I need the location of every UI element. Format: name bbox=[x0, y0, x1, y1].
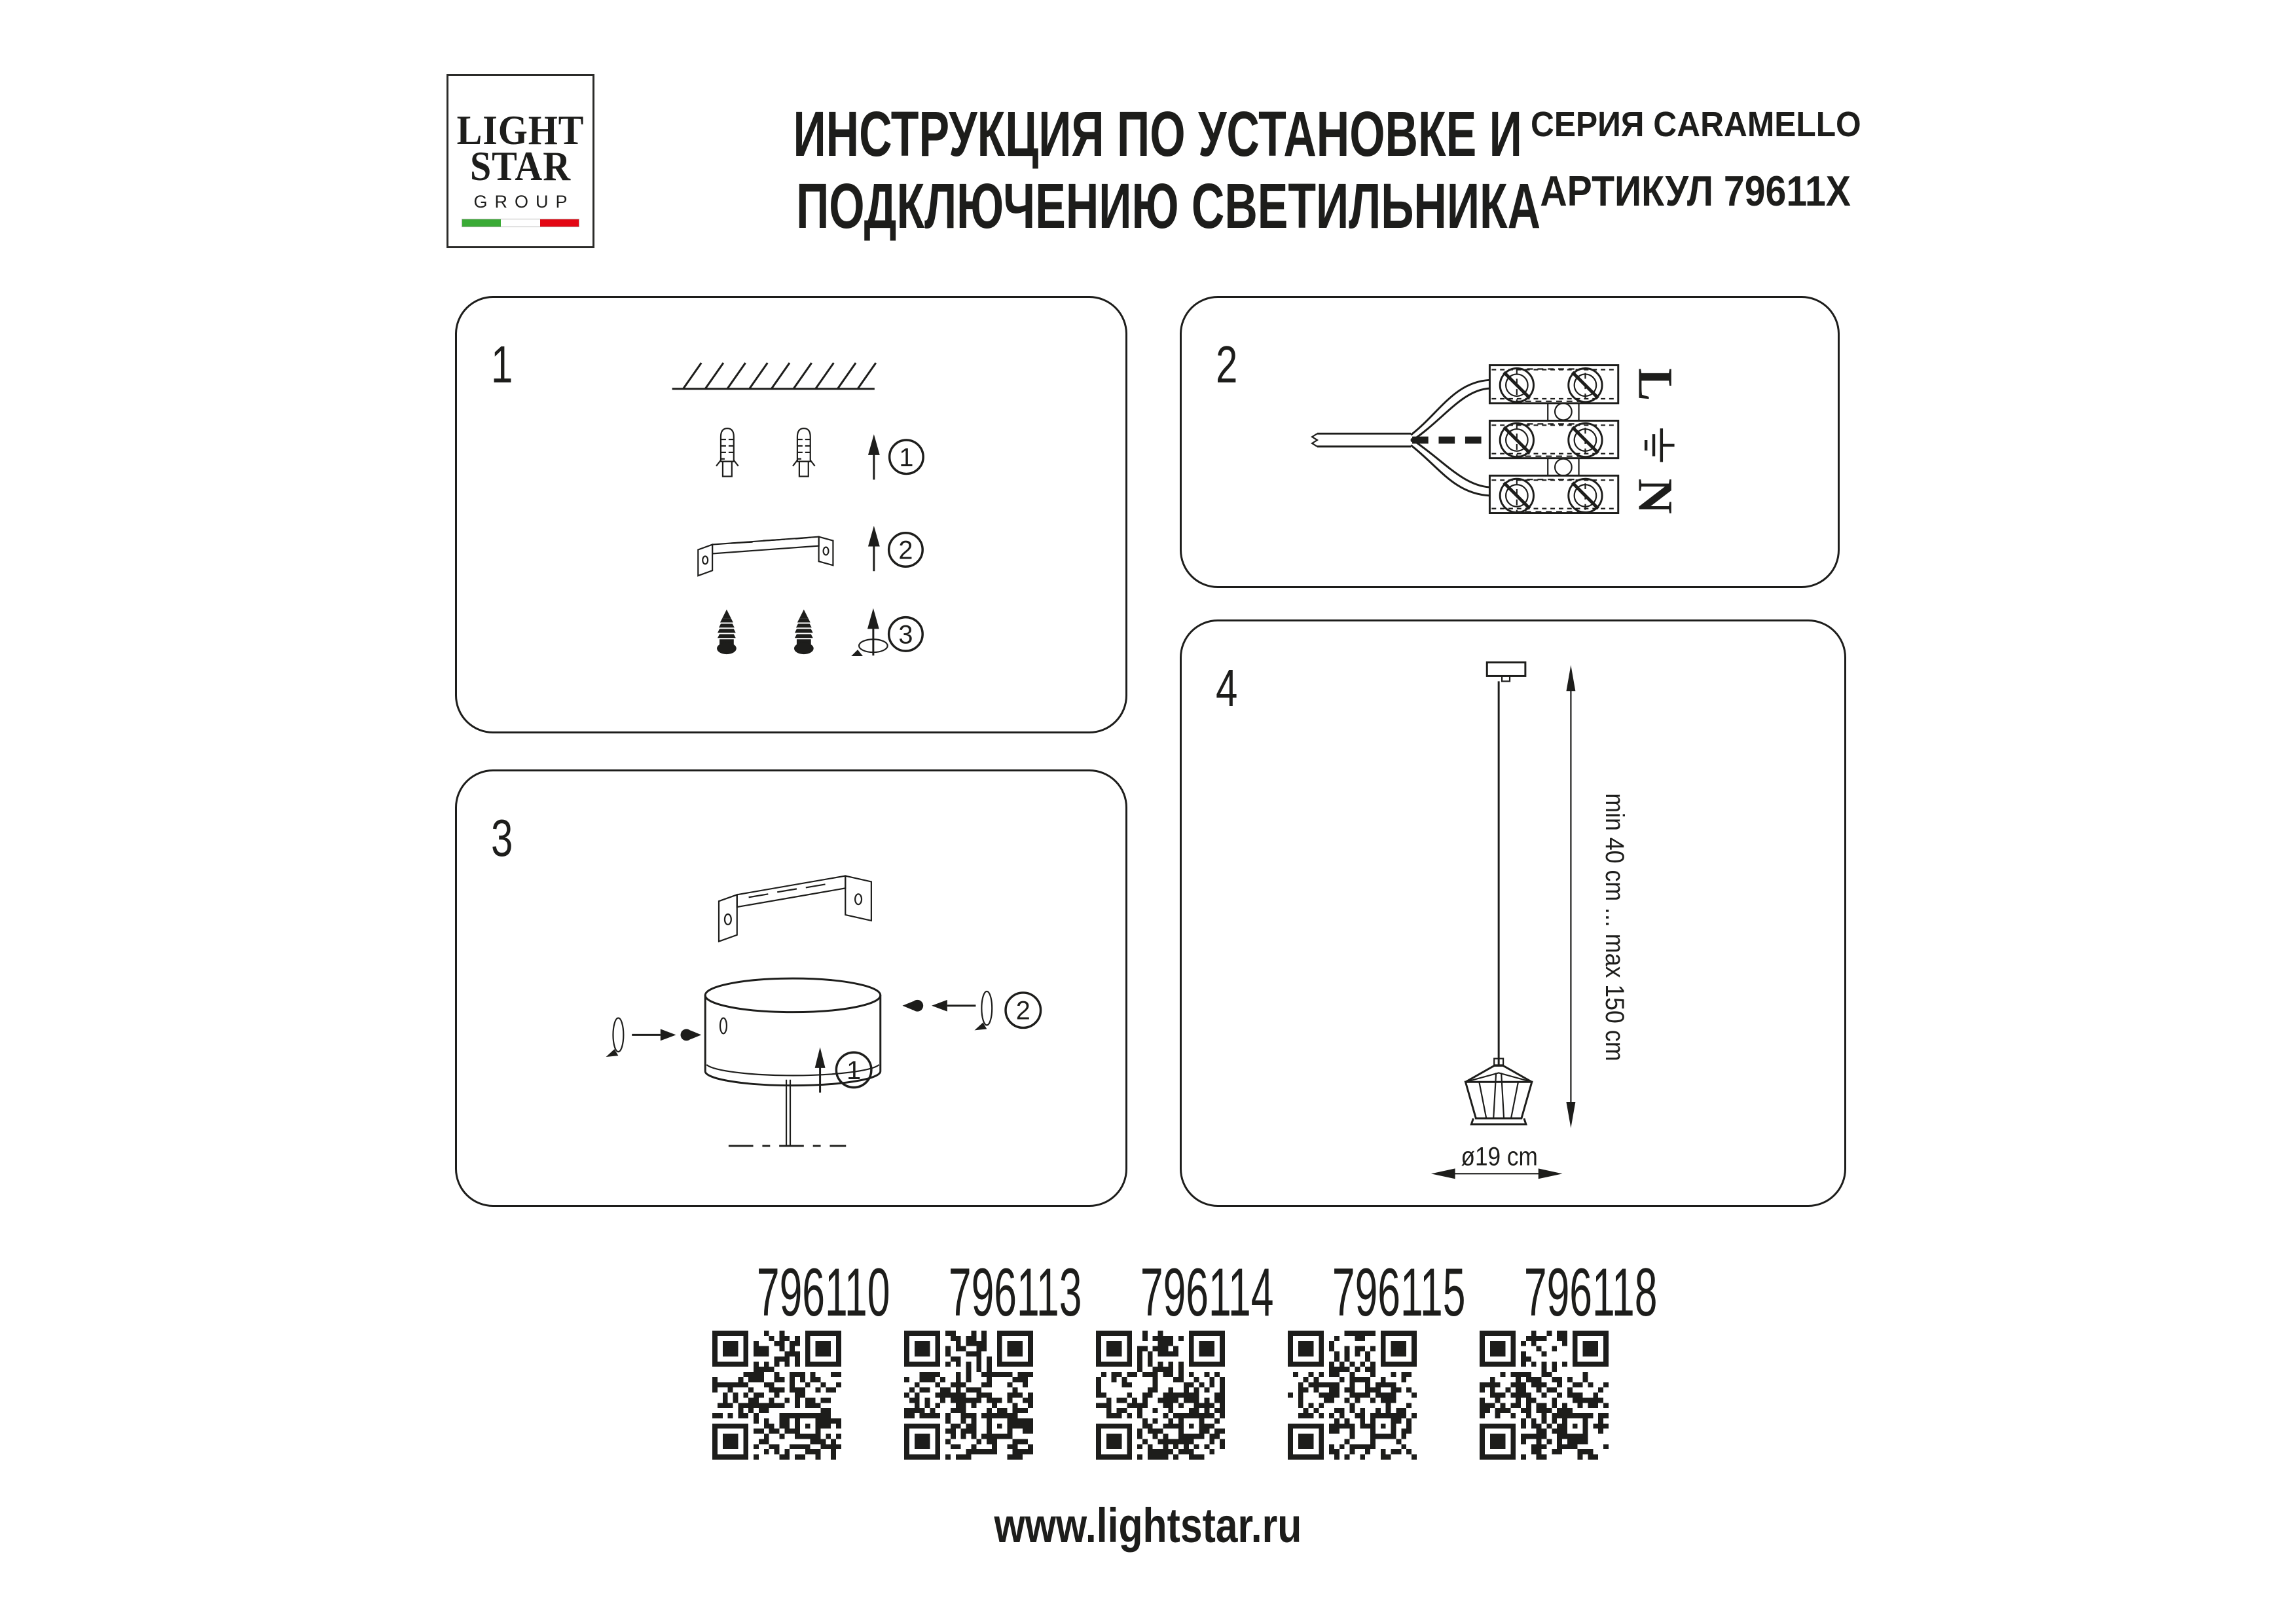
svg-text:3: 3 bbox=[898, 620, 913, 650]
svg-text:2: 2 bbox=[1015, 996, 1030, 1025]
step-4-drawing bbox=[1182, 621, 1844, 1205]
callout-2 bbox=[1006, 993, 1041, 1028]
terminal-gang bbox=[1489, 420, 1618, 458]
earth-ground-icon bbox=[1646, 428, 1674, 462]
article-item bbox=[904, 1255, 1082, 1460]
qr-code bbox=[712, 1331, 841, 1460]
article-code: 796118 bbox=[1523, 1255, 1658, 1331]
lightstar-logo bbox=[446, 74, 594, 248]
wall-anchor-icon bbox=[793, 428, 815, 476]
step-1-drawing bbox=[457, 298, 1125, 731]
panel-3-number: 3 bbox=[491, 809, 513, 867]
step-2-drawing bbox=[1182, 298, 1838, 586]
diameter-dimension bbox=[1431, 1142, 1563, 1179]
pendant-lamp-icon bbox=[1465, 663, 1531, 1124]
title-line-2: ПОДКЛЮЧЕНИЮ СВЕТИЛЬНИКА bbox=[796, 170, 1541, 242]
article-item bbox=[1480, 1255, 1658, 1460]
article-code: 796110 bbox=[756, 1255, 890, 1331]
shade-diameter-label: ø19 cm bbox=[1461, 1142, 1538, 1172]
title-line-1: ИНСТРУКЦИЯ ПО УСТАНОВКЕ И bbox=[793, 98, 1522, 170]
suspension-range-label: min 40 cm ... max 150 cm bbox=[1600, 793, 1630, 1091]
logo-group: GROUP bbox=[473, 191, 575, 212]
wall-anchor-icon bbox=[716, 428, 738, 476]
mounting-bracket-icon bbox=[698, 537, 833, 576]
callout-2 bbox=[889, 533, 923, 567]
article-item bbox=[1288, 1255, 1466, 1460]
svg-text:1: 1 bbox=[899, 443, 914, 472]
article-item bbox=[712, 1255, 890, 1460]
mains-cable-icon bbox=[1312, 434, 1411, 447]
website-url: www.lightstar.ru bbox=[994, 1498, 1302, 1553]
logo-star: STAR bbox=[469, 143, 571, 190]
step-arrow-up bbox=[868, 526, 880, 571]
article-code: 796115 bbox=[1332, 1255, 1466, 1331]
step-3-drawing bbox=[457, 771, 1125, 1205]
panel-step-2 bbox=[1180, 296, 1840, 588]
svg-text:2: 2 bbox=[898, 536, 913, 565]
callout-3 bbox=[889, 618, 923, 652]
panel-step-4 bbox=[1180, 619, 1846, 1207]
page-title bbox=[651, 98, 1541, 242]
panel-1-number: 1 bbox=[491, 335, 513, 394]
svg-text:1: 1 bbox=[847, 1056, 862, 1085]
panel-step-3 bbox=[455, 769, 1127, 1207]
article-code: 796114 bbox=[1140, 1255, 1274, 1331]
article-code: 796113 bbox=[948, 1255, 1082, 1331]
wire-live bbox=[1411, 380, 1489, 441]
label-neutral-N: N bbox=[1628, 478, 1683, 514]
article-list bbox=[712, 1255, 1658, 1460]
terminal-gang bbox=[1489, 475, 1618, 513]
panel-4-number: 4 bbox=[1216, 659, 1238, 717]
terminal-gang bbox=[1489, 365, 1618, 403]
qr-code bbox=[1096, 1331, 1225, 1460]
panel-step-1 bbox=[455, 296, 1127, 733]
height-dimension bbox=[1566, 665, 1629, 1128]
callout-1 bbox=[890, 440, 924, 474]
side-screw-left bbox=[606, 1018, 702, 1057]
article-item bbox=[1096, 1255, 1274, 1460]
screw-icon bbox=[794, 610, 814, 654]
step-arrow-up bbox=[868, 434, 880, 479]
screw-icon bbox=[717, 610, 737, 654]
series-article-block bbox=[1496, 105, 1895, 215]
article-label: АРТИКУЛ 79611X bbox=[1540, 167, 1851, 215]
suspension-rod bbox=[729, 1080, 846, 1146]
series-label: СЕРИЯ CARAMELLO bbox=[1530, 105, 1861, 144]
terminal-block-icon bbox=[1489, 365, 1618, 513]
qr-code bbox=[904, 1331, 1033, 1460]
qr-code bbox=[1480, 1331, 1609, 1460]
logo-light: LIGHT bbox=[456, 107, 585, 153]
qr-code bbox=[1288, 1331, 1417, 1460]
italian-flag-icon bbox=[462, 219, 579, 227]
wire-neutral bbox=[1411, 439, 1489, 496]
panel-2-number: 2 bbox=[1216, 335, 1238, 394]
screw-in-arrow bbox=[851, 608, 887, 656]
label-line-L: L bbox=[1628, 368, 1683, 401]
mounting-bracket-icon bbox=[719, 876, 871, 942]
side-screw-right bbox=[902, 991, 992, 1030]
ceiling-hatch-icon bbox=[672, 363, 876, 389]
